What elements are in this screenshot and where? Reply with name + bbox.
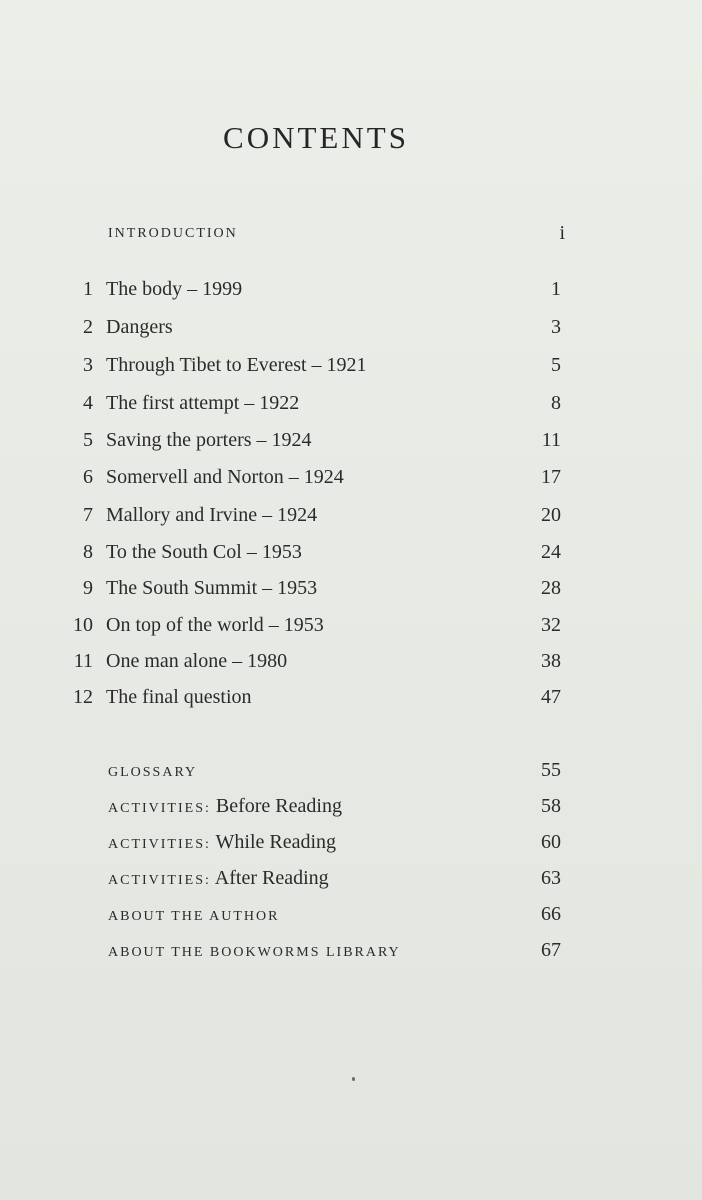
chapter-number: 5	[83, 429, 93, 451]
toc-chapter	[0, 541, 702, 571]
back-matter-prefix: ACTIVITIES:	[108, 801, 211, 816]
chapter-number: 12	[73, 686, 93, 708]
back-matter-title	[108, 759, 197, 782]
introduction-label: INTRODUCTION	[108, 226, 238, 241]
chapter-title: Through Tibet to Everest – 1921	[106, 354, 367, 376]
chapter-title: On top of the world – 1953	[106, 614, 324, 636]
toc-back-matter	[0, 939, 702, 969]
chapter-title: Dangers	[106, 316, 173, 338]
chapter-number: 6	[83, 466, 93, 488]
back-matter-page: 63	[541, 867, 561, 889]
back-matter-rest: While Reading	[210, 831, 337, 853]
chapter-title: The body – 1999	[106, 278, 243, 300]
back-matter-prefix: ABOUT THE BOOKWORMS LIBRARY	[108, 945, 401, 960]
chapter-title: One man alone – 1980	[106, 650, 288, 672]
toc-back-matter	[0, 903, 702, 933]
chapter-title: The final question	[106, 686, 252, 708]
chapter-number: 10	[73, 614, 93, 636]
chapter-page: 38	[541, 650, 561, 672]
chapter-number: 9	[83, 577, 93, 599]
back-matter-title	[108, 903, 280, 926]
back-matter-rest: After Reading	[210, 867, 329, 889]
chapter-number: 2	[83, 316, 93, 338]
toc-chapter	[0, 392, 702, 422]
toc-chapter	[0, 614, 702, 644]
back-matter-page: 55	[541, 759, 561, 781]
chapter-page: 5	[551, 354, 561, 376]
chapter-page: 47	[541, 686, 561, 708]
back-matter-page: 67	[541, 939, 561, 961]
back-matter-prefix: ABOUT THE AUTHOR	[108, 909, 280, 924]
toc-chapter	[0, 316, 702, 346]
back-matter-rest: Before Reading	[210, 795, 342, 817]
chapter-title: To the South Col – 1953	[106, 541, 302, 563]
toc-chapter	[0, 686, 702, 716]
chapter-page: 1	[551, 278, 561, 300]
chapter-page: 20	[541, 504, 561, 526]
chapter-page: 28	[541, 577, 561, 599]
toc-chapter	[0, 278, 702, 308]
back-matter-page: 58	[541, 795, 561, 817]
chapter-title: The first attempt – 1922	[106, 392, 300, 414]
toc-chapter	[0, 354, 702, 384]
chapter-page: 8	[551, 392, 561, 414]
chapter-title: Mallory and Irvine – 1924	[106, 504, 318, 526]
back-matter-title	[108, 867, 329, 890]
toc-chapter	[0, 466, 702, 496]
back-matter-page: 60	[541, 831, 561, 853]
contents-title: CONTENTS	[223, 120, 409, 155]
chapter-number: 1	[83, 278, 93, 300]
toc-back-matter	[0, 795, 702, 825]
toc-back-matter	[0, 831, 702, 861]
chapter-title: The South Summit – 1953	[106, 577, 318, 599]
back-matter-title	[108, 795, 342, 818]
back-matter-prefix: ACTIVITIES:	[108, 873, 211, 888]
toc-introduction	[0, 222, 702, 252]
chapter-page: 11	[541, 429, 561, 451]
toc-chapter	[0, 504, 702, 534]
chapter-title: Saving the porters – 1924	[106, 429, 312, 451]
toc-back-matter	[0, 867, 702, 897]
toc-chapter	[0, 650, 702, 680]
chapter-page: 3	[551, 316, 561, 338]
introduction-page: i	[559, 222, 565, 244]
toc-back-matter	[0, 759, 702, 789]
paper-speck	[352, 1077, 355, 1081]
back-matter-page: 66	[541, 903, 561, 925]
chapter-page: 24	[541, 541, 561, 563]
chapter-page: 17	[541, 466, 561, 488]
toc-chapter	[0, 577, 702, 607]
chapter-page: 32	[541, 614, 561, 636]
back-matter-title	[108, 939, 401, 962]
chapter-number: 8	[83, 541, 93, 563]
chapter-number: 11	[73, 650, 93, 672]
back-matter-prefix: GLOSSARY	[108, 765, 198, 780]
chapter-title: Somervell and Norton – 1924	[106, 466, 344, 488]
chapter-number: 3	[83, 354, 93, 376]
toc-chapter	[0, 429, 702, 459]
back-matter-prefix: ACTIVITIES:	[108, 837, 211, 852]
chapter-number: 4	[83, 392, 93, 414]
chapter-number: 7	[83, 504, 93, 526]
back-matter-title	[108, 831, 336, 854]
